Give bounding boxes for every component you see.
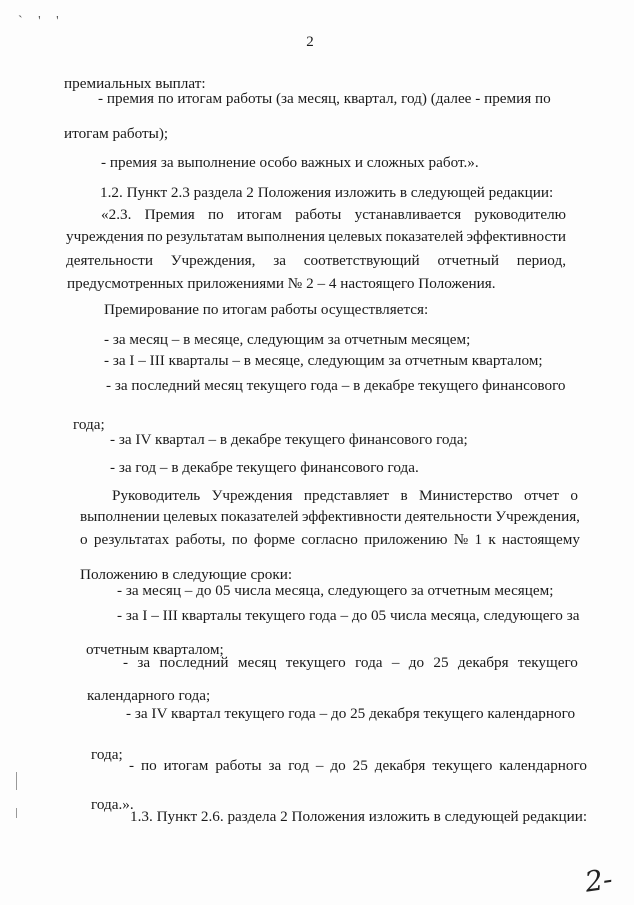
text-line: Премирование по итогам работы осуществляется: xyxy=(104,301,429,318)
text-line: - премия по итогам работы (за месяц, квартал, год) (далее - премия по xyxy=(98,90,551,107)
text-line: о результатах работы, по форме согласно приложению № 1 к настоящему xyxy=(80,531,580,548)
text-line: Положению в следующие сроки: xyxy=(80,566,293,583)
text-line: года; xyxy=(73,416,105,433)
text-line: - за месяц – до 05 числа месяца, следующего за отчетным месяцем; xyxy=(117,582,554,599)
text-line: - за последний месяц текущего года – в декабре текущего финансового xyxy=(106,377,566,394)
text-line: Руководитель Учреждения представляет в Министерство отчет о xyxy=(112,487,578,504)
text-line: - за IV квартал – в декабре текущего финансового года; xyxy=(110,431,468,448)
margin-mark xyxy=(16,772,17,790)
scan-marks: ` ' ' xyxy=(18,14,65,29)
text-line: - премия за выполнение особо важных и сложных работ.». xyxy=(101,154,479,171)
text-line: - за год – в декабре текущего финансового года. xyxy=(110,459,419,476)
text-line: года; xyxy=(91,746,123,763)
page-number: 2 xyxy=(306,34,314,50)
text-line: - за IV квартал текущего года – до 25 декабря текущего календарного xyxy=(126,705,576,722)
margin-mark xyxy=(16,808,17,818)
text-line: календарного года; xyxy=(87,687,211,704)
text-line: - за I – III кварталы текущего года – до 05 числа месяца, следующего за xyxy=(117,607,580,624)
text-line: отчетным кварталом; xyxy=(86,641,224,658)
handwritten-page-mark: 2- xyxy=(582,862,615,899)
text-line: предусмотренных приложениями № 2 – 4 настоящего Положения. xyxy=(67,275,496,292)
text-line: «2.3. Премия по итогам работы устанавливается руководителю xyxy=(101,206,566,223)
text-line: - за последний месяц текущего года – до 25 декабря текущего xyxy=(123,654,578,671)
text-line: итогам работы); xyxy=(64,125,169,142)
text-line: - по итогам работы за год – до 25 декабря текущего календарного xyxy=(129,757,587,774)
text-line: учреждения по результатам выполнения целевых показателей эффективности xyxy=(66,228,566,245)
text-line: - за месяц – в месяце, следующим за отчетным месяцем; xyxy=(104,331,471,348)
text-line: 1.2. Пункт 2.3 раздела 2 Положения изложить в следующей редакции: xyxy=(100,184,554,201)
text-line: деятельности Учреждения, за соответствующий отчетный период, xyxy=(66,252,566,269)
text-line: - за I – III кварталы – в месяце, следующим за отчетным кварталом; xyxy=(104,352,543,369)
text-line: премиальных выплат: xyxy=(64,75,206,92)
text-line: года.». xyxy=(91,796,134,813)
text-line: выполнении целевых показателей эффективности деятельности Учреждения, xyxy=(80,508,580,525)
text-line: 1.3. Пункт 2.6. раздела 2 Положения изложить в следующей редакции: xyxy=(130,808,588,825)
